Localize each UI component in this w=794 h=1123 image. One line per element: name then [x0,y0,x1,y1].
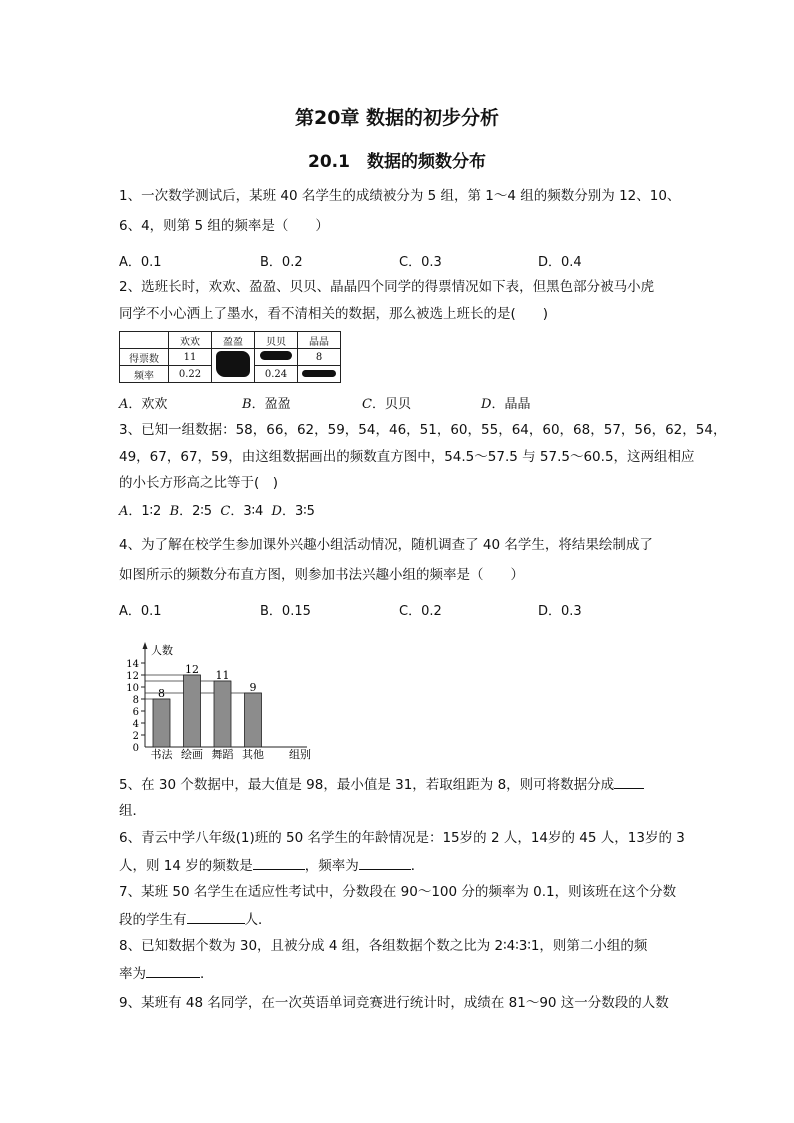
y-axis-arrow [143,642,148,649]
row-label-frequency: 频率 [120,366,169,383]
q3-text-line3: 的小长方形高之比等于( ) [119,475,279,491]
q4-option-b: B．0.15 [260,604,311,619]
q2-option-c: C．贝贝 [362,397,411,412]
q1-option-c: C．0.3 [399,255,442,270]
table-cell: 0.24 [255,366,298,383]
q4-text-line1: 4、为了解在校学生参加课外兴趣小组活动情况，随机调查了 40 名学生，将结果绘制成了 [119,537,653,553]
bar-value-label: 8 [158,687,165,700]
q1-option-b: B．0.2 [260,255,303,270]
x-category-label: 绘画 [181,749,203,761]
q2-text-line2: 同学不小心洒上了墨水，看不清相关的数据，那么被选上班长的是( ) [119,306,549,322]
y-tick-label: 8 [132,695,139,706]
q6-text-line1: 6、青云中学八年级(1)班的 50 名学生的年龄情况是：15岁的 2 人，14岁的 45 人，13岁的 3 [119,830,685,846]
q3-text-line2: 49，67，67，59，由这组数据画出的频数直方图中，54.5～57.5 与 57.5～60.5，这两组相应 [119,449,695,465]
q4-option-a: A．0.1 [119,604,162,619]
q3-text-line1: 3、已知一组数据：58，66，62，59，54，46，51，60，55，64，60，68，57，56，62，54， [119,422,727,438]
ink-blot-cell [212,349,255,383]
q8-text-line2: 率为 ． [119,963,214,984]
q5-text-line1: 5、在 30 个数据中，最大值是 98，最小值是 31，若取组距为 8，则可将数据分成 [119,774,644,795]
y-axis-label: 人数 [151,645,173,657]
q2-option-b: B．盈盈 [242,397,291,412]
frequency-histogram [115,640,325,765]
q2-text-line1: 2、选班长时，欢欢、盈盈、贝贝、晶晶四个同学的得票情况如下表，但黑色部分被马小虎 [119,279,655,295]
q6-blank-1 [253,855,305,870]
section-title: 20.1 数据的频数分布 [308,152,486,172]
table-header-cell: 盈盈 [212,332,255,349]
table-header-cell: 晶晶 [298,332,341,349]
x-category-label: 书法 [150,749,173,761]
q1-option-d: D．0.4 [538,255,582,270]
q4-option-c: C．0.2 [399,604,442,619]
row-label-votes: 得票数 [120,349,169,366]
histogram-bar [153,699,170,747]
q5-text-line2: 组． [119,803,146,819]
table-header-cell: 贝贝 [255,332,298,349]
y-tick-label: 0 [132,743,139,754]
histogram-bar [245,693,262,747]
q1-text-line1: 1、一次数学测试后，某班 40 名学生的成绩被分为 5 组，第 1～4 组的频数分别为 12、10、 [119,188,681,204]
q7-blank [187,909,245,924]
q1-text-line2: 6、4，则第 5 组的频率是（ ） [119,218,329,234]
histogram-bar [214,681,231,747]
ink-blot [260,351,292,360]
q1-option-a: A．0.1 [119,255,162,270]
histogram-bar [184,675,201,747]
bar-value-label: 9 [249,681,257,694]
q6-blank-2 [359,855,411,870]
q9-text-line1: 9、某班有 48 名同学，在一次英语单词竞赛进行统计时，成绩在 81～90 这一分数段的人数 [119,995,669,1011]
ink-blot-cell [255,349,298,366]
q3-options: A．1∶2 B．2∶5 C．3∶4 D．3∶5 [119,504,315,519]
x-category-label: 舞蹈 [211,749,234,761]
chapter-title: 第20章 数据的初步分析 [294,107,500,129]
q4-text-line2: 如图所示的频数分布直方图，则参加书法兴趣小组的频率是（ ） [119,567,524,583]
q2-option-d: D．晶晶 [481,397,531,412]
y-tick-label: 10 [126,683,139,694]
q5-blank [614,774,644,789]
q8-text-line1: 8、已知数据个数为 30，且被分成 4 组，各组数据个数之比为 2∶4∶3∶1，则第二小组的频 [119,938,648,954]
ink-blot [216,351,250,377]
y-tick-label: 14 [126,659,139,670]
bar-value-label: 12 [185,663,199,676]
table-cell: 8 [298,349,341,366]
table-header-cell: 欢欢 [169,332,212,349]
y-tick-label: 4 [132,719,139,730]
y-tick-label: 6 [132,707,139,718]
q7-text-line2: 段的学生有 人． [119,909,272,930]
y-tick-label: 12 [126,671,139,682]
table-header-row [120,332,341,349]
table-cell: 0.22 [169,366,212,383]
q8-blank [146,963,200,978]
bar-value-label: 11 [215,669,230,682]
q2-option-a: A．欢欢 [119,397,168,412]
votes-table [119,331,341,383]
table-header-cell [120,332,169,349]
ink-blot [302,370,336,377]
x-axis-label: 组别 [289,749,311,761]
q7-text-line1: 7、某班 50 名学生在适应性考试中，分数段在 90～100 分的频率为 0.1，则该班在这个分数 [119,884,677,900]
x-category-label: 其他 [242,749,264,761]
table-cell: 11 [169,349,212,366]
q6-text-line2: 人，则 14 岁的频数是 ，频率为 ． [119,855,424,876]
ink-blot-cell [298,366,341,383]
table-row [120,349,341,366]
q4-option-d: D．0.3 [538,604,582,619]
y-tick-label: 2 [132,731,139,742]
